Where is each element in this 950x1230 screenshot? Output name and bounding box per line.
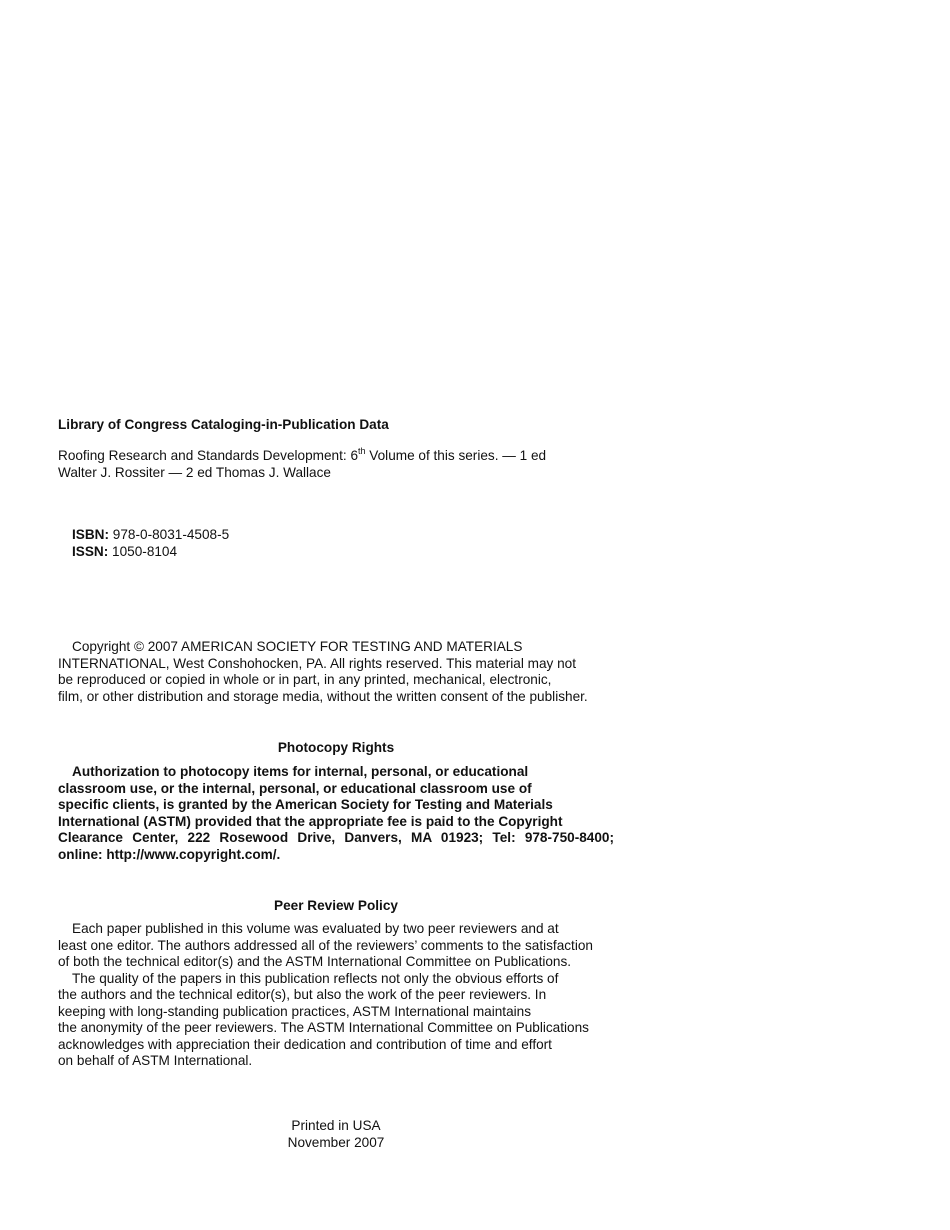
cip-heading: Library of Congress Cataloging-in-Publication Data xyxy=(58,417,389,432)
copyright-notice xyxy=(58,639,614,705)
printing-info xyxy=(58,1118,614,1151)
photocopy-rights-text xyxy=(58,764,614,863)
isbn-label: ISBN: xyxy=(72,527,110,542)
peer-review-line: the anonymity of the peer reviewers. The ASTM International Committee on Publications xyxy=(58,1020,589,1035)
printed-date: November 2007 xyxy=(287,1134,385,1150)
peer-review-line: least one editor. The authors addressed all of the reviewers’ comments to the satisfaction xyxy=(58,937,593,953)
issn-label: ISSN: xyxy=(72,543,109,559)
peer-review-text xyxy=(58,921,614,1070)
photocopy-line: specific clients, is granted by the American Society for Testing and Materials xyxy=(58,797,553,812)
identifiers xyxy=(72,527,628,560)
copyright-line: INTERNATIONAL, West Conshohocken, PA. All rights reserved. This material may not xyxy=(58,655,577,671)
copyright-line: film, or other distribution and storage media, without the written consent of the publisher. xyxy=(58,688,588,704)
peer-review-line: keeping with long-standing publication practices, ASTM International maintains xyxy=(58,1003,532,1019)
cip-title-line xyxy=(58,448,614,465)
cip-editors-line: Walter J. Rossiter — 2 ed Thomas J. Wallace xyxy=(58,464,331,480)
peer-review-line: on behalf of ASTM International. xyxy=(58,1053,253,1068)
peer-review-line: The quality of the papers in this publication reflects not only the obvious efforts of xyxy=(72,970,559,986)
cip-entry xyxy=(58,448,614,481)
photocopy-rights-title: Photocopy Rights xyxy=(277,740,395,755)
cip-title-text-tail: Volume of this series. — 1 ed xyxy=(365,448,547,463)
photocopy-line: Clearance Center, 222 Rosewood Drive, Danvers, MA 01923; Tel: 978-750-8400; xyxy=(58,830,614,845)
photocopy-line: classroom use, or the internal, personal, or educational classroom use of xyxy=(58,780,532,796)
issn-line xyxy=(72,544,628,561)
isbn-value: 978-0-8031-4508-5 xyxy=(112,527,230,542)
copyright-line: Copyright © 2007 AMERICAN SOCIETY FOR TESTING AND MATERIALS xyxy=(72,639,523,654)
cip-volume-superscript: th xyxy=(358,446,366,456)
photocopy-line: Authorization to photocopy items for internal, personal, or educational xyxy=(72,764,529,779)
copyright-line: be reproduced or copied in whole or in part, in any printed, mechanical, electronic, xyxy=(58,672,552,687)
isbn-line xyxy=(72,527,628,544)
peer-review-line: acknowledges with appreciation their dedication and contribution of time and effort xyxy=(58,1036,552,1052)
printed-country: Printed in USA xyxy=(291,1118,381,1133)
peer-review-title: Peer Review Policy xyxy=(274,898,398,913)
issn-value: 1050-8104 xyxy=(112,543,178,559)
peer-review-line: the authors and the technical editor(s), but also the work of the peer reviewers. In xyxy=(58,987,547,1002)
photocopy-line: online: http://www.copyright.com/. xyxy=(58,846,281,862)
cip-title-text: Roofing Research and Standards Development: 6 xyxy=(58,448,358,463)
photocopy-line: International (ASTM) provided that the appropriate fee is paid to the Copyright xyxy=(58,813,563,829)
peer-review-line: Each paper published in this volume was evaluated by two peer reviewers and at xyxy=(72,921,559,936)
peer-review-line: of both the technical editor(s) and the ASTM International Committee on Publications. xyxy=(58,954,572,969)
